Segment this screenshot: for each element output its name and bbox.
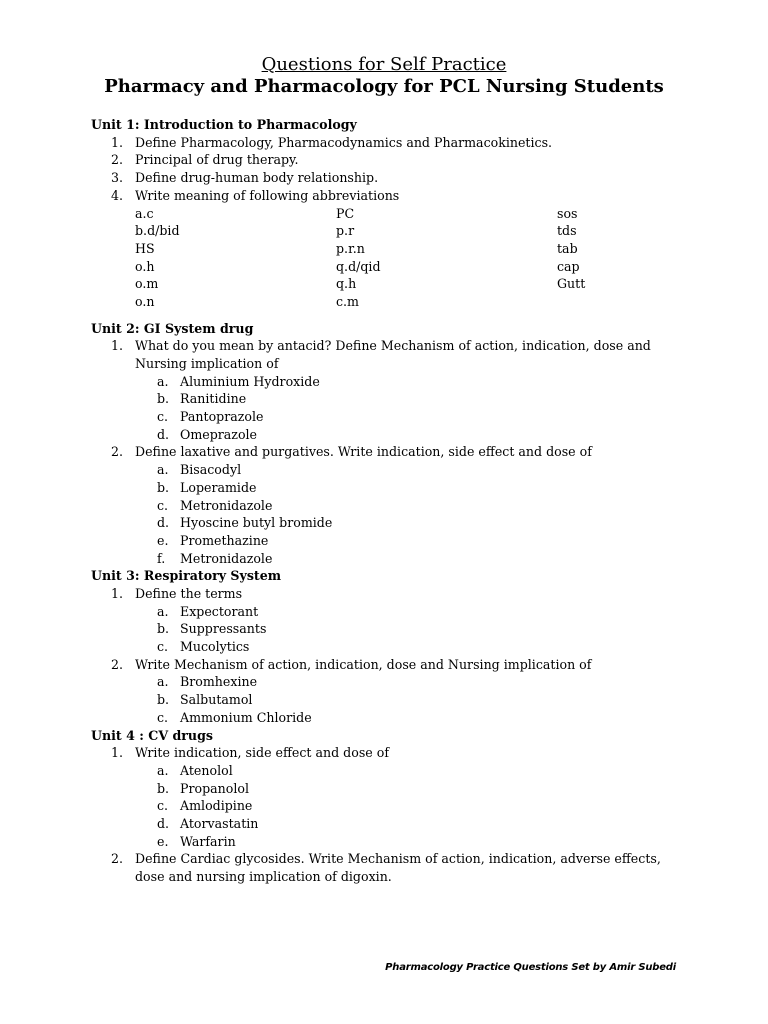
unit-heading: Unit 2: GI System drug [91,320,254,336]
option-item [91,638,691,656]
question-item [91,151,691,169]
option-text: Propanolol [180,780,249,796]
option-text: Suppressants [180,621,267,637]
abbreviation: sos [557,205,578,221]
question-list [91,116,691,886]
option-item [91,532,691,550]
question-item [91,169,691,187]
question-item [91,187,691,205]
option-text: Metronidazole [180,497,273,513]
abbreviation: o.m [135,276,159,292]
option-list [91,461,691,567]
option-label: e. [157,833,169,849]
abbreviation: tds [557,223,577,239]
unit-section [91,116,691,311]
section-gap [91,311,691,320]
option-item [91,620,691,638]
question-item [91,585,691,603]
option-item [91,603,691,621]
option-label: f. [157,550,166,566]
unit-section [91,727,691,886]
option-label: c. [157,409,169,425]
abbreviation: cap [557,258,580,274]
abbreviation: o.n [135,293,155,309]
option-label: c. [157,798,169,814]
page-subtitle: Pharmacy and Pharmacology for PCL Nursing Students [104,76,664,97]
option-label: a. [157,462,169,478]
question-number: 2. [111,851,124,867]
question-text: Write Mechanism of action, indication, dose and Nursing implication of [135,656,592,672]
option-item [91,780,691,798]
footer-credit: Pharmacology Practice Questions Set by Amir Subedi [385,962,676,973]
option-item [91,673,691,691]
option-item [91,833,691,851]
abbreviation: PC [336,205,355,221]
option-label: d. [157,426,170,442]
option-label: d. [157,515,170,531]
option-item [91,461,691,479]
option-text: Mucolytics [180,639,250,655]
option-text: Bisacodyl [180,462,242,478]
abbreviation: c.m [336,293,359,309]
option-text: Salbutamol [180,692,253,708]
question-text: Write indication, side effect and dose of [135,745,389,761]
option-item [91,408,691,426]
option-label: c. [157,709,169,725]
option-text: Atorvastatin [180,815,259,831]
option-label: e. [157,532,169,548]
unit-heading: Unit 4 : CV drugs [91,727,213,743]
option-item [91,691,691,709]
option-label: d. [157,815,170,831]
question-text: Write meaning of following abbreviations [135,187,400,203]
option-label: a. [157,674,169,690]
option-text: Atenolol [180,762,233,778]
option-text: Ammonium Chloride [180,709,312,725]
unit-heading: Unit 3: Respiratory System [91,568,282,584]
option-label: b. [157,621,170,637]
option-text: Expectorant [180,603,259,619]
question-text: What do you mean by antacid? Define Mechanism of action, indication, dose and Nursing implication of [135,338,651,372]
option-item [91,762,691,780]
option-label: b. [157,479,170,495]
option-text: Pantoprazole [180,409,264,425]
question-number: 2. [111,444,124,460]
question-item [91,337,691,372]
option-item [91,426,691,444]
abbreviation: q.h [336,276,357,292]
option-item [91,479,691,497]
option-label: b. [157,780,170,796]
question-text: Define Cardiac glycosides. Write Mechanism of action, indication, adverse effects, dose and nursing implication of digoxin. [135,851,661,885]
question-item [91,134,691,152]
option-item [91,709,691,727]
unit-section [91,320,691,568]
question-text: Define the terms [135,585,243,601]
option-text: Promethazine [180,532,269,548]
option-label: b. [157,692,170,708]
question-number: 3. [111,170,124,186]
question-text: Principal of drug therapy. [135,152,299,168]
question-number: 4. [111,187,124,203]
option-list [91,603,691,656]
option-list [91,673,691,726]
question-item [91,443,691,461]
question-item [91,744,691,762]
option-text: Hyoscine butyl bromide [180,515,333,531]
abbreviation: q.d/qid [336,258,381,274]
question-text: Define drug-human body relationship. [135,170,379,186]
option-item [91,514,691,532]
option-item [91,550,691,568]
abbreviation: a.c [135,205,154,221]
question-number: 1. [111,338,124,354]
option-label: a. [157,762,169,778]
option-text: Metronidazole [180,550,273,566]
question-number: 1. [111,134,124,150]
question-item [91,656,691,674]
question-number: 1. [111,745,124,761]
option-text: Warfarin [180,833,236,849]
question-item [91,850,691,885]
question-number: 1. [111,585,124,601]
abbreviation-grid [91,205,691,311]
option-text: Ranitidine [180,391,247,407]
option-item [91,373,691,391]
option-label: c. [157,639,169,655]
option-item [91,390,691,408]
option-label: a. [157,373,169,389]
option-list [91,762,691,850]
option-text: Omeprazole [180,426,258,442]
unit-heading: Unit 1: Introduction to Pharmacology [91,117,357,132]
unit-section [91,567,691,726]
option-text: Aluminium Hydroxide [180,373,320,389]
option-text: Amlodipine [180,798,253,814]
option-label: b. [157,391,170,407]
option-label: a. [157,603,169,619]
abbreviation: b.d/bid [135,223,180,239]
option-list [91,373,691,444]
option-item [91,797,691,815]
question-number: 2. [111,152,124,168]
abbreviation: Gutt [557,276,586,292]
question-text: Define laxative and purgatives. Write indication, side effect and dose of [135,444,592,460]
option-text: Loperamide [180,479,257,495]
abbreviation: HS [135,240,155,256]
abbreviation: tab [557,240,578,256]
option-text: Bromhexine [180,674,258,690]
abbreviation [557,293,677,311]
question-text: Define Pharmacology, Pharmacodynamics and Pharmacokinetics. [135,134,553,150]
abbreviation: p.r [336,223,355,239]
option-item [91,815,691,833]
option-label: c. [157,497,169,513]
abbreviation: o.h [135,258,155,274]
abbreviation: p.r.n [336,240,365,256]
question-number: 2. [111,656,124,672]
page-title: Questions for Self Practice [261,54,507,75]
option-item [91,497,691,515]
